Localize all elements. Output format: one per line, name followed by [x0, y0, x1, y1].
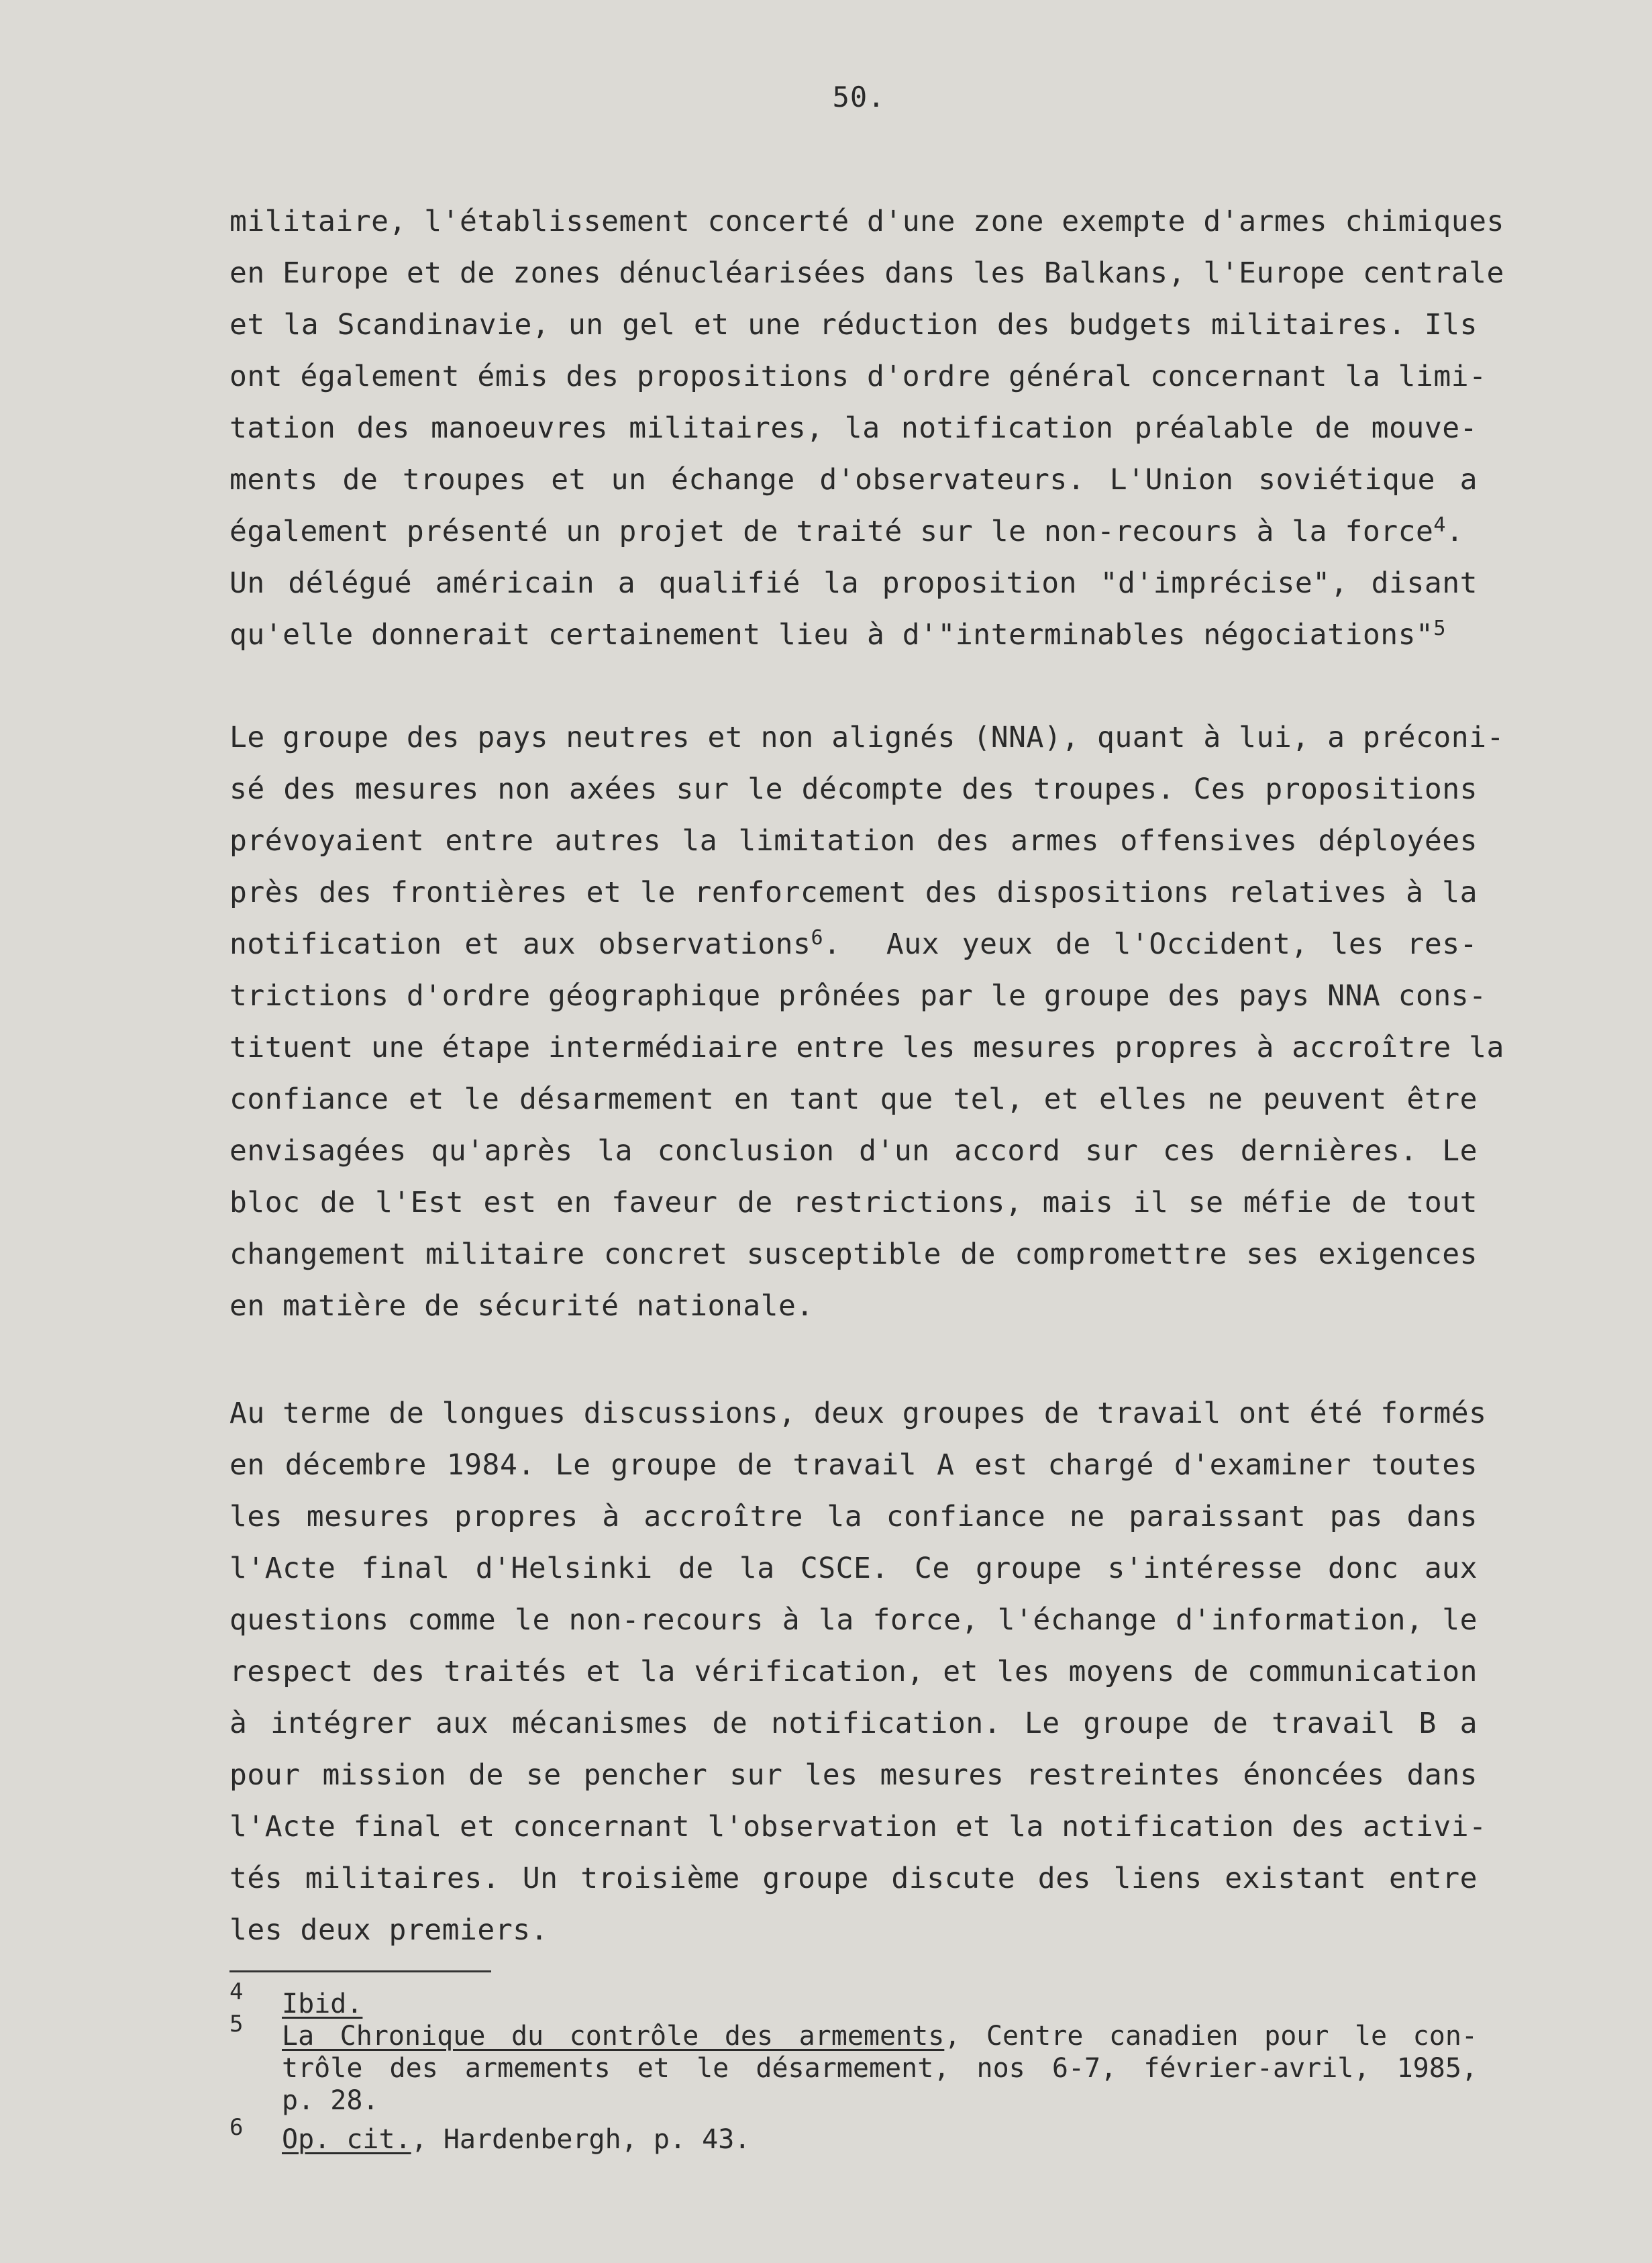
footnote-ref: 5 [1433, 617, 1446, 640]
text-line: Le groupe des pays neutres et non alignés (NNA), quant à lui, a préconi- [229, 721, 1504, 754]
text-line: tation des manoeuvres militaires, la notification préalable de mouve- [229, 411, 1478, 445]
footnote-separator [229, 1970, 491, 1972]
text-line [229, 609, 1478, 661]
footnote-title: Ibid. [282, 1989, 363, 2019]
footnote-ref: 4 [1433, 513, 1446, 537]
footnote-number: 5 [229, 2011, 244, 2038]
text-segment: qu'elle donnerait certainement lieu à d'"interminables négociations" [229, 618, 1434, 652]
text-line: trictions d'ordre géographique prônées par le groupe des pays NNA cons- [229, 979, 1487, 1013]
text-line: bloc de l'Est est en faveur de restrictions, mais il se méfie de tout [229, 1186, 1478, 1219]
text-line [282, 2123, 1478, 2156]
footnote-title: Op. cit. [282, 2124, 411, 2155]
footnote-ref: 6 [811, 926, 824, 950]
text-line: en Europe et de zones dénucléarisées dans les Balkans, l'Europe centrale [229, 256, 1504, 290]
text-segment: . Aux yeux de l'Occident, les res- [823, 927, 1478, 961]
text-line: les deux premiers. [229, 1913, 548, 1947]
text-segment: notification et aux observations [229, 927, 811, 961]
text-line: l'Acte final d'Helsinki de la CSCE. Ce groupe s'intéresse donc aux [229, 1552, 1478, 1585]
text-line: respect des traités et la vérification, et les moyens de communication [229, 1655, 1478, 1689]
text-line: ont également émis des propositions d'ordre général concernant la limi- [229, 360, 1487, 393]
footnote-number: 4 [229, 1978, 244, 2005]
text-line [282, 2020, 1478, 2052]
text-segment: également présenté un projet de traité sur le non-recours à la force [229, 515, 1434, 548]
paragraph-3 [229, 1388, 1487, 1956]
page-number: 50. [832, 81, 886, 113]
text-line: ments de troupes et un échange d'observateurs. L'Union soviétique a [229, 463, 1478, 497]
text-line: p. 28. [282, 2085, 379, 2116]
footnote-number: 6 [229, 2114, 244, 2141]
text-segment: , Centre canadien pour le con- [944, 2021, 1478, 2052]
text-line: pour mission de se pencher sur les mesures restreintes énoncées dans [229, 1758, 1478, 1792]
text-line: Au terme de longues discussions, deux groupes de travail ont été formés [229, 1397, 1487, 1430]
text-line: questions comme le non-recours à la force, l'échange d'information, le [229, 1603, 1478, 1637]
text-line: envisagées qu'après la conclusion d'un accord sur ces dernières. Le [229, 1134, 1478, 1168]
footnote-text [282, 1988, 1478, 2020]
text-line: l'Acte final et concernant l'observation et la notification des activi- [229, 1810, 1487, 1844]
text-line: tituent une étape intermédiaire entre les mesures propres à accroître la [229, 1031, 1504, 1064]
text-line: les mesures propres à accroître la confiance ne paraissant pas dans [229, 1500, 1478, 1533]
text-line: sé des mesures non axées sur le décompte des troupes. Ces propositions [229, 772, 1478, 806]
text-line: à intégrer aux mécanismes de notification. Le groupe de travail B a [229, 1707, 1478, 1740]
text-line [229, 919, 1478, 970]
text-segment: . [1445, 515, 1464, 548]
text-line: militaire, l'établissement concerté d'une zone exempte d'armes chimiques [229, 205, 1504, 238]
text-line [282, 1988, 1478, 2020]
text-line [229, 506, 1478, 558]
footnote-text [282, 2020, 1478, 2117]
footnote-text [282, 2123, 1478, 2156]
footnote-title: La Chronique du contrôle des armements [282, 2021, 945, 2052]
text-line: près des frontières et le renforcement des dispositions relatives à la [229, 876, 1478, 909]
text-line: prévoyaient entre autres la limitation des armes offensives déployées [229, 824, 1478, 858]
text-line: Un délégué américain a qualifié la proposition "d'imprécise", disant [229, 566, 1478, 600]
paragraph-1 [229, 196, 1504, 661]
text-line: confiance et le désarmement en tant que tel, et elles ne peuvent être [229, 1083, 1478, 1116]
text-line: tés militaires. Un troisième groupe discute des liens existant entre [229, 1862, 1478, 1895]
paragraph-2 [229, 712, 1504, 1332]
text-line: en matière de sécurité nationale. [229, 1289, 814, 1323]
text-line: en décembre 1984. Le groupe de travail A est chargé d'examiner toutes [229, 1448, 1478, 1482]
text-line: changement militaire concret susceptible de compromettre ses exigences [229, 1238, 1478, 1271]
text-line: trôle des armements et le désarmement, nos 6-7, février-avril, 1985, [282, 2053, 1478, 2084]
text-segment: , Hardenbergh, p. 43. [411, 2124, 751, 2155]
text-line: et la Scandinavie, un gel et une réduction des budgets militaires. Ils [229, 308, 1478, 342]
